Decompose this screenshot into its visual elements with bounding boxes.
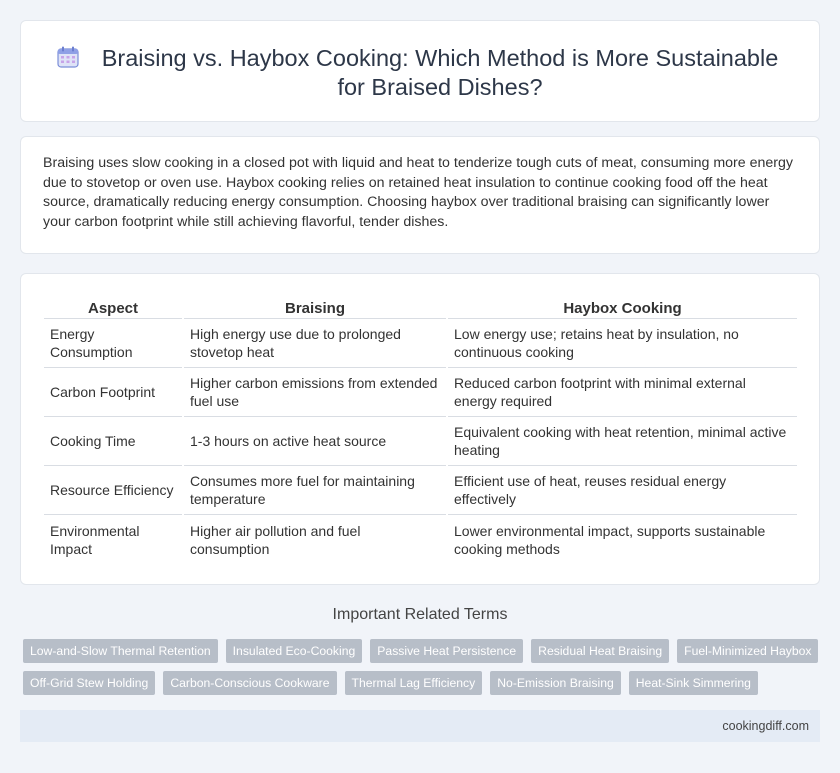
tag[interactable]: Fuel-Minimized Haybox (677, 639, 818, 663)
tag[interactable]: Passive Heat Persistence (370, 639, 523, 663)
cell-braising: 1-3 hours on active heat source (184, 417, 446, 466)
footer-site-link[interactable]: cookingdiff.com (722, 719, 809, 733)
intro-text: Braising uses slow cooking in a closed pot with liquid and heat to tenderize tough cuts of meat, consuming more energy due to stovetop or oven use. Haybox cooking relies on retained heat insulation to continue cooking food off the heat source, dramatically reducing energy consumption. Choosing haybox over traditional braising can significantly lower your carbon footprint while still achieving flavorful, tender dishes. (43, 155, 793, 230)
cell-braising: High energy use due to prolonged stovetop heat (184, 319, 446, 368)
cell-haybox: Equivalent cooking with heat retention, minimal active heating (448, 417, 797, 466)
cell-haybox: Reduced carbon footprint with minimal external energy required (448, 368, 797, 417)
tag[interactable]: Thermal Lag Efficiency (345, 671, 483, 695)
table-row (44, 466, 797, 515)
tag[interactable]: No-Emission Braising (490, 671, 621, 695)
tag[interactable]: Carbon-Conscious Cookware (163, 671, 336, 695)
related-terms (23, 639, 813, 703)
table-row (44, 368, 797, 417)
comparison-table (42, 296, 799, 564)
cell-aspect: Energy Consumption (44, 319, 182, 368)
related-terms-title: Important Related Terms (332, 606, 508, 623)
header-aspect: Aspect (44, 296, 182, 319)
title-card (20, 20, 820, 122)
tag[interactable]: Heat-Sink Simmering (629, 671, 758, 695)
table-row (44, 417, 797, 466)
comparison-card (20, 273, 820, 585)
cell-braising: Consumes more fuel for maintaining temperature (184, 466, 446, 515)
table-header-row (44, 296, 797, 319)
page-title: Braising vs. Haybox Cooking: Which Method is More Sustainable for Braised Dishes? (101, 45, 779, 100)
table-row (44, 515, 797, 564)
cell-aspect: Resource Efficiency (44, 466, 182, 515)
cell-haybox: Efficient use of heat, reuses residual energy effectively (448, 466, 797, 515)
tag[interactable]: Insulated Eco-Cooking (226, 639, 363, 663)
cell-braising: Higher air pollution and fuel consumption (190, 522, 361, 557)
tag[interactable]: Off-Grid Stew Holding (23, 671, 155, 695)
cell-aspect: Carbon Footprint (44, 368, 182, 417)
intro-card (20, 136, 820, 254)
cell-aspect: Cooking Time (44, 417, 182, 466)
cell-haybox: Low energy use; retains heat by insulation, no continuous cooking (448, 319, 797, 368)
tag[interactable]: Low-and-Slow Thermal Retention (23, 639, 218, 663)
header-haybox: Haybox Cooking (448, 296, 797, 319)
footer (20, 710, 820, 742)
tag[interactable]: Residual Heat Braising (531, 639, 669, 663)
tag-row (23, 639, 813, 663)
cell-aspect: Environmental Impact (50, 522, 140, 557)
table-row (44, 319, 797, 368)
cell-haybox: Lower environmental impact, supports sustainable cooking methods (454, 522, 766, 557)
cell-braising: Higher carbon emissions from extended fuel use (184, 368, 446, 417)
header-braising: Braising (184, 296, 446, 319)
tag-row (23, 671, 813, 695)
